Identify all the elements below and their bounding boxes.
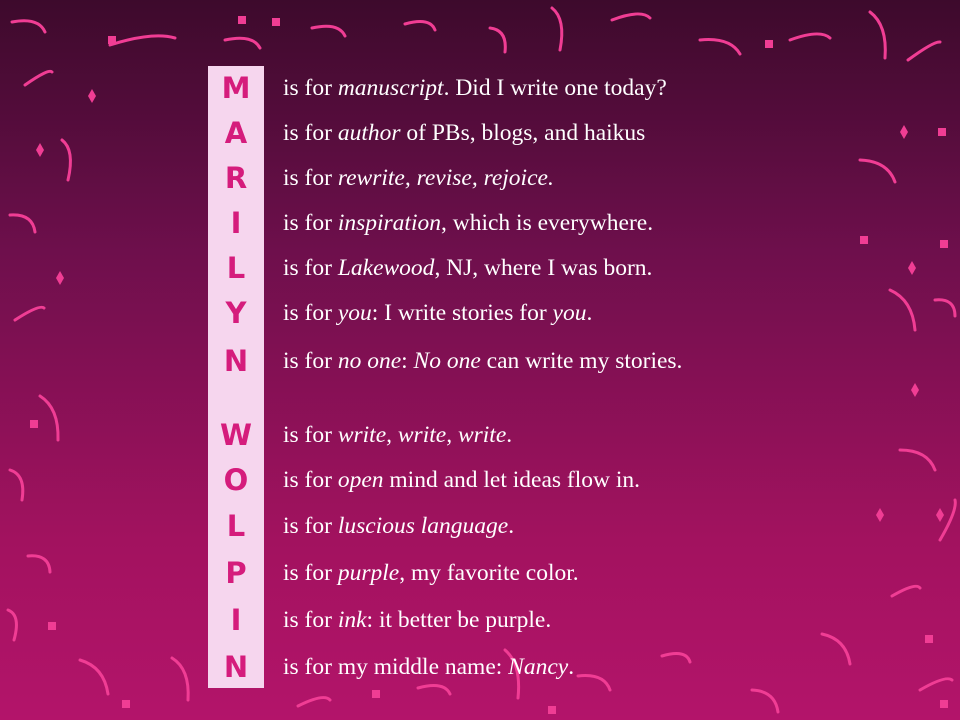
acrostic-letter: L bbox=[226, 251, 246, 285]
line-text: is for bbox=[283, 513, 338, 539]
confetti-streamer bbox=[312, 26, 345, 36]
confetti-streamer bbox=[10, 215, 35, 232]
italic-phrase: manuscript bbox=[337, 75, 444, 101]
line-text: of PBs, blogs, and haikus bbox=[400, 120, 646, 146]
line-text: . Did I write one today? bbox=[443, 75, 667, 101]
confetti-square bbox=[860, 236, 868, 244]
line-text: mind and let ideas flow in. bbox=[383, 467, 641, 493]
confetti-square bbox=[272, 18, 280, 26]
confetti-diamond bbox=[936, 508, 944, 522]
acrostic-line bbox=[283, 603, 551, 637]
confetti-diamond bbox=[911, 383, 919, 397]
confetti-streamer bbox=[418, 686, 450, 694]
line-text: : bbox=[401, 348, 414, 374]
acrostic-line bbox=[283, 509, 514, 543]
acrostic-letter: I bbox=[230, 206, 242, 240]
line-text: , which is everywhere. bbox=[441, 210, 654, 236]
acrostic-line bbox=[283, 418, 512, 452]
confetti-streamer bbox=[890, 290, 915, 330]
confetti-streamer bbox=[80, 660, 108, 694]
italic-phrase: No one bbox=[413, 348, 481, 374]
italic-phrase: luscious language bbox=[337, 513, 509, 539]
confetti-streamer bbox=[28, 556, 50, 572]
line-text: . bbox=[508, 513, 515, 539]
confetti-streamer bbox=[490, 28, 505, 52]
line-text: is for bbox=[283, 560, 338, 586]
confetti-streamer bbox=[700, 40, 740, 54]
acrostic-line bbox=[283, 296, 592, 330]
line-text: is for bbox=[283, 165, 338, 191]
italic-phrase: inspiration bbox=[337, 210, 441, 236]
italic-phrase: write, write, write bbox=[337, 422, 507, 448]
confetti-diamond bbox=[56, 271, 64, 285]
acrostic-letter: I bbox=[230, 603, 242, 637]
acrostic-letter: M bbox=[221, 71, 251, 105]
confetti-streamer bbox=[870, 12, 885, 58]
line-text: is for bbox=[283, 300, 338, 326]
confetti-streamer bbox=[405, 22, 435, 30]
confetti-streamer bbox=[892, 586, 920, 596]
italic-phrase: author bbox=[337, 120, 401, 146]
line-text: is for bbox=[283, 607, 338, 633]
line-text: is for bbox=[283, 255, 338, 281]
line-text: is for bbox=[283, 75, 338, 101]
confetti-streamer bbox=[298, 698, 330, 706]
confetti-streamer bbox=[8, 610, 16, 640]
line-text: , NJ, where I was born. bbox=[434, 255, 653, 281]
line-text: : it better be purple. bbox=[366, 607, 552, 633]
confetti-streamer bbox=[908, 42, 940, 60]
line-text: is for bbox=[283, 422, 338, 448]
confetti-streamer bbox=[110, 36, 175, 45]
line-text: : I write stories for bbox=[371, 300, 553, 326]
confetti-streamer bbox=[860, 160, 895, 182]
confetti-square bbox=[940, 700, 948, 708]
confetti-streamer bbox=[662, 654, 690, 662]
line-text: . bbox=[568, 654, 575, 680]
confetti-streamer bbox=[790, 34, 830, 40]
confetti-square bbox=[548, 706, 556, 714]
confetti-streamer bbox=[552, 8, 562, 50]
confetti-square bbox=[925, 635, 933, 643]
acrostic-line bbox=[283, 206, 653, 240]
acrostic-line bbox=[283, 463, 640, 497]
confetti-diamond bbox=[88, 89, 96, 103]
line-text: is for bbox=[283, 467, 338, 493]
confetti-streamer bbox=[612, 14, 650, 20]
confetti-diamond bbox=[900, 125, 908, 139]
italic-phrase: purple bbox=[337, 560, 400, 586]
italic-phrase: Lakewood bbox=[337, 255, 435, 281]
italic-phrase: ink bbox=[337, 607, 367, 633]
line-text: is for my middle name: bbox=[283, 654, 509, 680]
italic-phrase: you bbox=[552, 300, 587, 326]
confetti-streamer bbox=[15, 307, 44, 320]
confetti-streamer bbox=[920, 679, 952, 690]
line-text: is for bbox=[283, 120, 338, 146]
acrostic-letter: N bbox=[223, 650, 249, 684]
italic-phrase: no one bbox=[337, 348, 402, 374]
acrostic-letter: W bbox=[220, 418, 252, 452]
confetti-square bbox=[48, 622, 56, 630]
confetti-streamer bbox=[25, 71, 52, 85]
confetti-streamer bbox=[900, 450, 935, 470]
line-text: . bbox=[506, 422, 513, 448]
confetti-streamer bbox=[225, 38, 260, 48]
confetti-streamer bbox=[62, 140, 70, 180]
acrostic-letter: P bbox=[225, 556, 247, 590]
confetti-streamer bbox=[578, 676, 610, 690]
confetti-square bbox=[122, 700, 130, 708]
acrostic-line bbox=[283, 161, 554, 195]
acrostic-line bbox=[283, 556, 579, 590]
acrostic-line bbox=[283, 251, 652, 285]
confetti-diamond bbox=[876, 508, 884, 522]
line-text: , my favorite color. bbox=[399, 560, 579, 586]
confetti-square bbox=[30, 420, 38, 428]
acrostic-letter: A bbox=[224, 116, 248, 150]
confetti-square bbox=[372, 690, 380, 698]
acrostic-line bbox=[283, 71, 667, 105]
acrostic-line bbox=[283, 650, 574, 684]
confetti-streamer bbox=[822, 634, 850, 664]
italic-phrase: you bbox=[337, 300, 372, 326]
confetti-square bbox=[940, 240, 948, 248]
acrostic-letter: N bbox=[223, 344, 249, 378]
confetti-streamer bbox=[752, 690, 778, 712]
confetti-diamond bbox=[36, 143, 44, 157]
confetti-diamond bbox=[908, 261, 916, 275]
confetti-streamer bbox=[935, 300, 955, 316]
acrostic-letter: O bbox=[223, 463, 249, 497]
confetti-square bbox=[938, 128, 946, 136]
confetti-square bbox=[238, 16, 246, 24]
acrostic-letter-column bbox=[208, 66, 264, 688]
line-text: is for bbox=[283, 348, 338, 374]
confetti-streamer bbox=[12, 21, 45, 32]
line-text: . bbox=[586, 300, 593, 326]
italic-phrase: open bbox=[337, 467, 384, 493]
confetti-square bbox=[765, 40, 773, 48]
confetti-streamer bbox=[940, 500, 955, 540]
line-text: can write my stories. bbox=[480, 348, 683, 374]
acrostic-letter: R bbox=[224, 161, 248, 195]
acrostic-letter: Y bbox=[225, 296, 247, 330]
acrostic-letter: L bbox=[226, 509, 246, 543]
confetti-square bbox=[108, 36, 116, 44]
line-text: is for bbox=[283, 210, 338, 236]
confetti-streamer bbox=[172, 658, 188, 700]
confetti-streamer bbox=[40, 396, 58, 440]
confetti-streamer bbox=[10, 470, 23, 500]
italic-phrase: Nancy bbox=[508, 654, 569, 680]
italic-phrase: rewrite, revise, rejoice. bbox=[337, 165, 554, 191]
acrostic-line bbox=[283, 344, 682, 378]
acrostic-line bbox=[283, 116, 645, 150]
